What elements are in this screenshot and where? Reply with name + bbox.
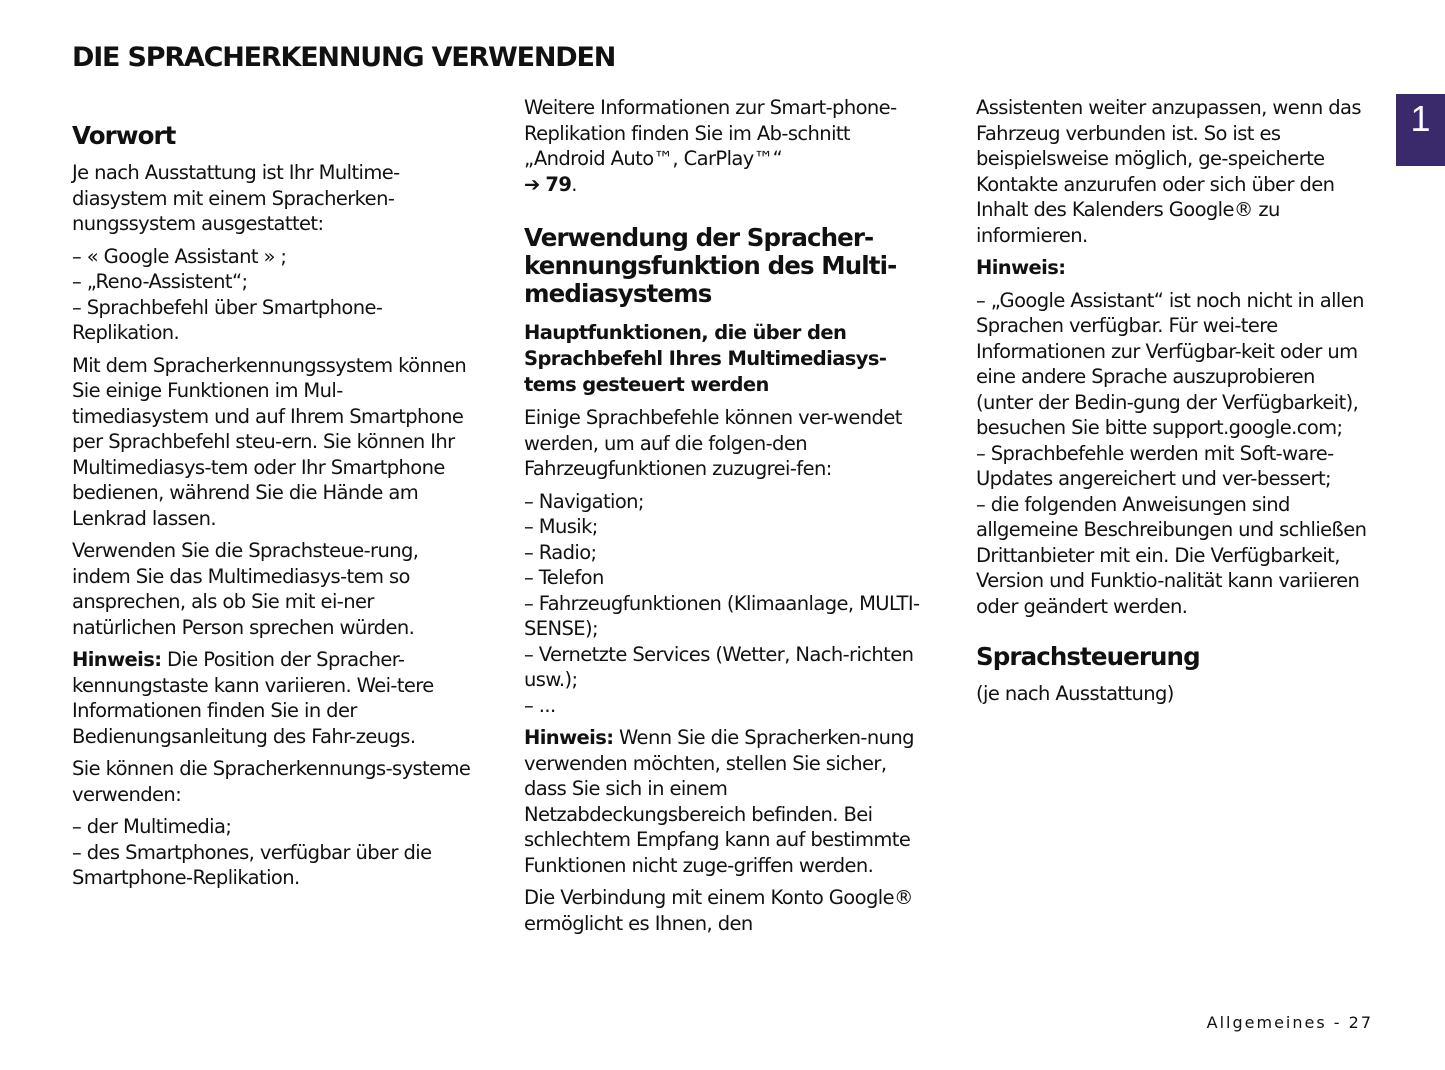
list-item: – Sprachbefehle werden mit Soft-ware-Updates angereichert und ver-bessert; xyxy=(976,441,1334,490)
usage-list xyxy=(72,814,472,891)
list-item: – Vernetzte Services (Wetter, Nach-richten usw.); xyxy=(524,642,914,691)
note-text: Die Position der Spracher-kennungstaste kann variieren. Wei-tere Informationen finden Sie in der Bedienungsanleitung des Fahr-zeugs. xyxy=(72,648,434,748)
note-label: Hinweis: xyxy=(976,256,1066,279)
list-item: – Telefon xyxy=(524,566,604,589)
section-heading-sprachsteuerung: Sprachsteuerung xyxy=(976,642,1200,671)
list-item: – „Reno-Assistent“; xyxy=(72,270,248,293)
systems-list xyxy=(72,244,472,346)
note-label: Hinweis: xyxy=(524,726,614,749)
column-3 xyxy=(976,95,1376,714)
paragraph xyxy=(524,95,924,172)
paragraph: Die Verbindung mit einem Konto Google® ermöglicht es Ihnen, den xyxy=(524,886,913,935)
list-item: – Sprachbefehl über Smartphone-Replikation. xyxy=(72,295,383,344)
page-footer: Allgemeines - 27 xyxy=(1206,1013,1373,1032)
subheading-hauptfunktionen: Hauptfunktionen, die über den Sprachbefehl Ihres Multimediasys-tems gesteuert werden xyxy=(524,321,887,396)
paragraph: Sie können die Spracherkennungs-systeme verwenden: xyxy=(72,757,471,806)
list-item: – Musik; xyxy=(524,515,598,538)
list-item: – Radio; xyxy=(524,540,597,564)
intro-paragraph: Je nach Ausstattung ist Ihr Multime-diasystem mit einem Spracherken-nungssystem ausgestattet: xyxy=(72,161,400,235)
column-2 xyxy=(524,95,924,943)
section-heading-verwendung: Verwendung der Spracher-kennungsfunktion des Multi-mediasystems xyxy=(524,223,897,308)
note-paragraph xyxy=(72,647,472,749)
page-title: DIE SPRACHERKENNUNG VERWENDEN xyxy=(72,42,616,73)
note-label: Hinweis: xyxy=(72,648,162,671)
list-item: – die folgenden Anweisungen sind allgemeine Beschreibungen und schließen Drittanbieter mit ein. Die Verfügbarkeit, Version und Funktio-nalität kann variieren oder geändert werden. xyxy=(976,492,1367,618)
functions-list xyxy=(524,489,924,719)
ref-suffix: . xyxy=(571,172,577,196)
arrow-right-icon: ➔ xyxy=(524,172,540,196)
subtitle: (je nach Ausstattung) xyxy=(976,682,1174,705)
list-item: – Fahrzeugfunktionen (Klimaanlage, MULTI-SENSE); xyxy=(524,591,920,640)
list-item: – der Multimedia; xyxy=(72,815,232,838)
paragraph: Einige Sprachbefehle können ver-wendet werden, um auf die folgen-den Fahrzeugfunktionen zuzugrei-fen: xyxy=(524,406,902,480)
paragraph: Mit dem Spracherkennungssystem können Sie einige Funktionen im Mul-timediasystem und auf Ihrem Smartphone per Sprachbefehl steu-ern. Sie können Ihr Multimediasys-tem oder Ihr Smartphone bedienen, während Sie die Hände am Lenkrad lassen. xyxy=(72,353,467,530)
section-heading-vorwort: Vorwort xyxy=(72,121,176,150)
list-item: – « Google Assistant » ; xyxy=(72,244,287,268)
page-reference-number[interactable]: 79 xyxy=(545,172,572,196)
notes-list xyxy=(976,288,1376,620)
page-reference[interactable] xyxy=(524,172,924,198)
note-text: Wenn Sie die Spracherken-nung verwenden möchten, stellen Sie sicher, dass Sie sich in einem Netzabdeckungsbereich befinden. Bei schlechtem Empfang kann auf bestimmte Funktionen nicht zuge-griffen werden. xyxy=(524,726,914,877)
paragraph: Verwenden Sie die Sprachsteue-rung, indem Sie das Multimediasys-tem so ansprechen, als ob Sie mit ei-ner natürlichen Person sprechen würden. xyxy=(72,539,419,639)
list-item: – ... xyxy=(524,693,556,717)
paragraph: Assistenten weiter anzupassen, wenn das Fahrzeug verbunden ist. So ist es beispielsweise möglich, ge-speicherte Kontakte anzurufen oder sich über den Inhalt des Kalenders Google® zu informieren. xyxy=(976,96,1361,247)
chapter-tab: 1 xyxy=(1396,94,1445,166)
intro-text: Weitere Informationen zur Smart-phone-Replikation finden Sie im Ab-schnitt „Android Auto™, CarPlay™“ xyxy=(524,96,897,170)
column-1 xyxy=(72,95,472,898)
note-paragraph xyxy=(524,725,924,878)
list-item: – „Google Assistant“ ist noch nicht in allen Sprachen verfügbar. Für wei-tere Informationen zur Verfügbar-keit oder um eine andere Sprache auszuprobieren (unter der Bedin-gung der Verfügbarkeit), besuchen Sie bitte support.google.com; xyxy=(976,288,1364,439)
list-item: – Navigation; xyxy=(524,489,644,513)
list-item: – des Smartphones, verfügbar über die Smartphone-Replikation. xyxy=(72,840,432,889)
